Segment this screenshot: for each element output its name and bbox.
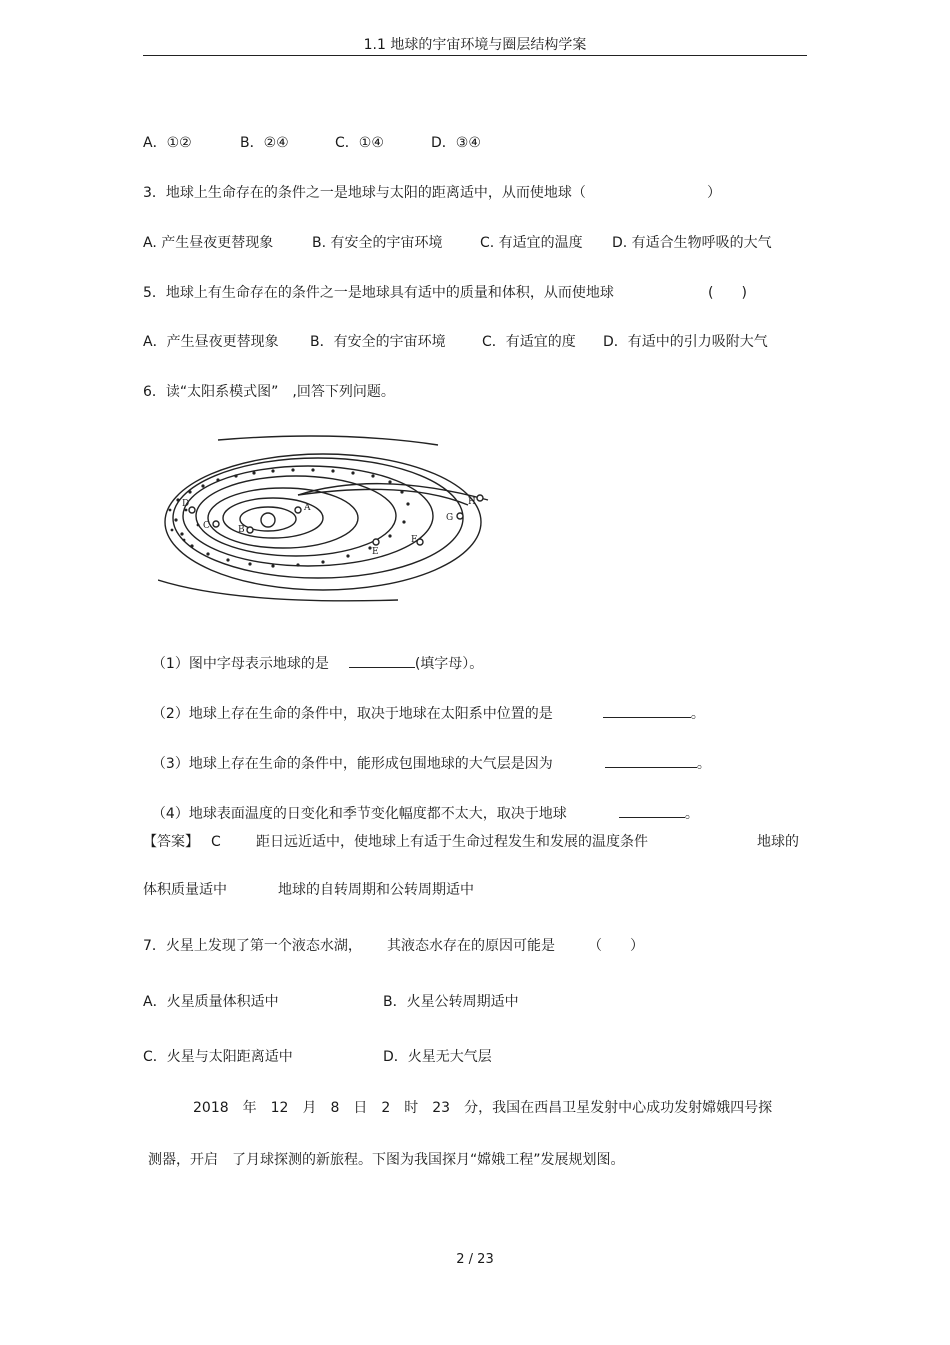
answer-1: C <box>211 834 221 850</box>
passage-line-2: 测器，开启 了月球探测的新旅程。下图为我国探月“嫦娥工程”发展规划图。 <box>148 1152 625 1168</box>
q6-sub4 <box>143 782 699 824</box>
q7-option-c: C．火星与太阳距离适中 <box>143 1049 293 1065</box>
q6-sub3 <box>143 732 711 774</box>
q6-sub4-suffix: 。 <box>684 806 699 822</box>
answer-2: 距日远近适中，使地球上有适于生命过程发生和发展的温度条件 <box>256 834 648 850</box>
answer-3-start: 地球的 <box>757 834 799 850</box>
q6-sub4-prefix: （4）地球表面温度的日变化和季节变化幅度都不太大，取决于地球 <box>151 806 567 822</box>
planet-label-e: E <box>372 547 379 557</box>
q6-sub1-blank <box>349 652 415 668</box>
q2-option-d: D．③④ <box>431 135 481 151</box>
planet-label-h: H <box>468 497 476 507</box>
q5-stem: 5．地球上有生命存在的条件之一是地球具有适中的质量和体积，从而使地球 <box>143 285 614 301</box>
page-number: 2 / 23 <box>456 1252 494 1267</box>
q5-option-d: D．有适中的引力吸附大气 <box>603 334 768 350</box>
q7-paren: （ ） <box>588 938 644 954</box>
q7-stem-a: 7．火星上发现了第一个液态水湖， <box>143 938 362 954</box>
q6-sub4-blank <box>619 802 685 818</box>
q7-option-b: B．火星公转周期适中 <box>383 994 519 1010</box>
page-header: 1.1 地球的宇宙环境与圈层结构学案 <box>363 37 587 53</box>
q6-sub1-suffix: (填字母）。 <box>414 656 484 672</box>
answer-4: 地球的自转周期和公转周期适中 <box>278 882 474 898</box>
q2-option-c: C．①④ <box>335 135 384 151</box>
q3-option-a: A. 产生昼夜更替现象 <box>143 235 274 251</box>
q3-option-c: C. 有适宜的温度 <box>480 235 583 251</box>
planet-label-f: F <box>411 535 418 545</box>
passage-line-1: 2018 年 12 月 8 日 2 时 23 分，我国在西昌卫星发射中心成功发射嫦娥四号探 <box>193 1100 773 1116</box>
q2-option-b: B．②④ <box>240 135 289 151</box>
q6-sub2-prefix: （2）地球上存在生命的条件中，取决于地球在太阳系中位置的是 <box>151 706 553 722</box>
solar-system-diagram <box>158 430 498 605</box>
q2-option-a: A．①② <box>143 135 192 151</box>
q7-option-a: A．火星质量体积适中 <box>143 994 279 1010</box>
planet-label-d: D <box>182 499 190 509</box>
q6-sub1 <box>143 632 483 674</box>
q6-sub2 <box>143 682 705 724</box>
q3-stem: 3．地球上生命存在的条件之一是地球与太阳的距离适中，从而使地球（ <box>143 185 586 201</box>
q3-option-d: D. 有适合生物呼吸的大气 <box>612 235 772 251</box>
q5-option-c: C．有适宜的度 <box>482 334 576 350</box>
q3-option-b: B. 有安全的宇宙环境 <box>312 235 443 251</box>
planet-label-c: C <box>203 521 210 531</box>
q6-sub3-prefix: （3）地球上存在生命的条件中，能形成包围地球的大气层是因为 <box>151 756 553 772</box>
q7-option-d: D．火星无大气层 <box>383 1049 492 1065</box>
q6-sub3-suffix: 。 <box>696 756 711 772</box>
q6-sub3-blank <box>605 752 697 768</box>
header-rule <box>143 55 807 56</box>
q6-stem: 6．读“太阳系模式图” ,回答下列问题。 <box>143 384 395 400</box>
q5-paren: ( ) <box>708 285 747 301</box>
q6-sub2-suffix: 。 <box>690 706 705 722</box>
q3-paren-close: ） <box>707 185 721 201</box>
planet-label-g: G <box>446 513 454 523</box>
q6-sub1-prefix: （1）图中字母表示地球的是 <box>151 656 329 672</box>
q5-option-b: B．有安全的宇宙环境 <box>310 334 446 350</box>
q5-option-a: A．产生昼夜更替现象 <box>143 334 279 350</box>
answer-label: 【答案】 <box>143 834 199 850</box>
planet-label-a: A <box>304 503 311 513</box>
answer-3-end: 体积质量适中 <box>143 882 227 898</box>
q7-stem-b: 其液态水存在的原因可能是 <box>387 938 555 954</box>
planet-label-b: B <box>238 525 245 535</box>
q6-sub2-blank <box>603 702 691 718</box>
